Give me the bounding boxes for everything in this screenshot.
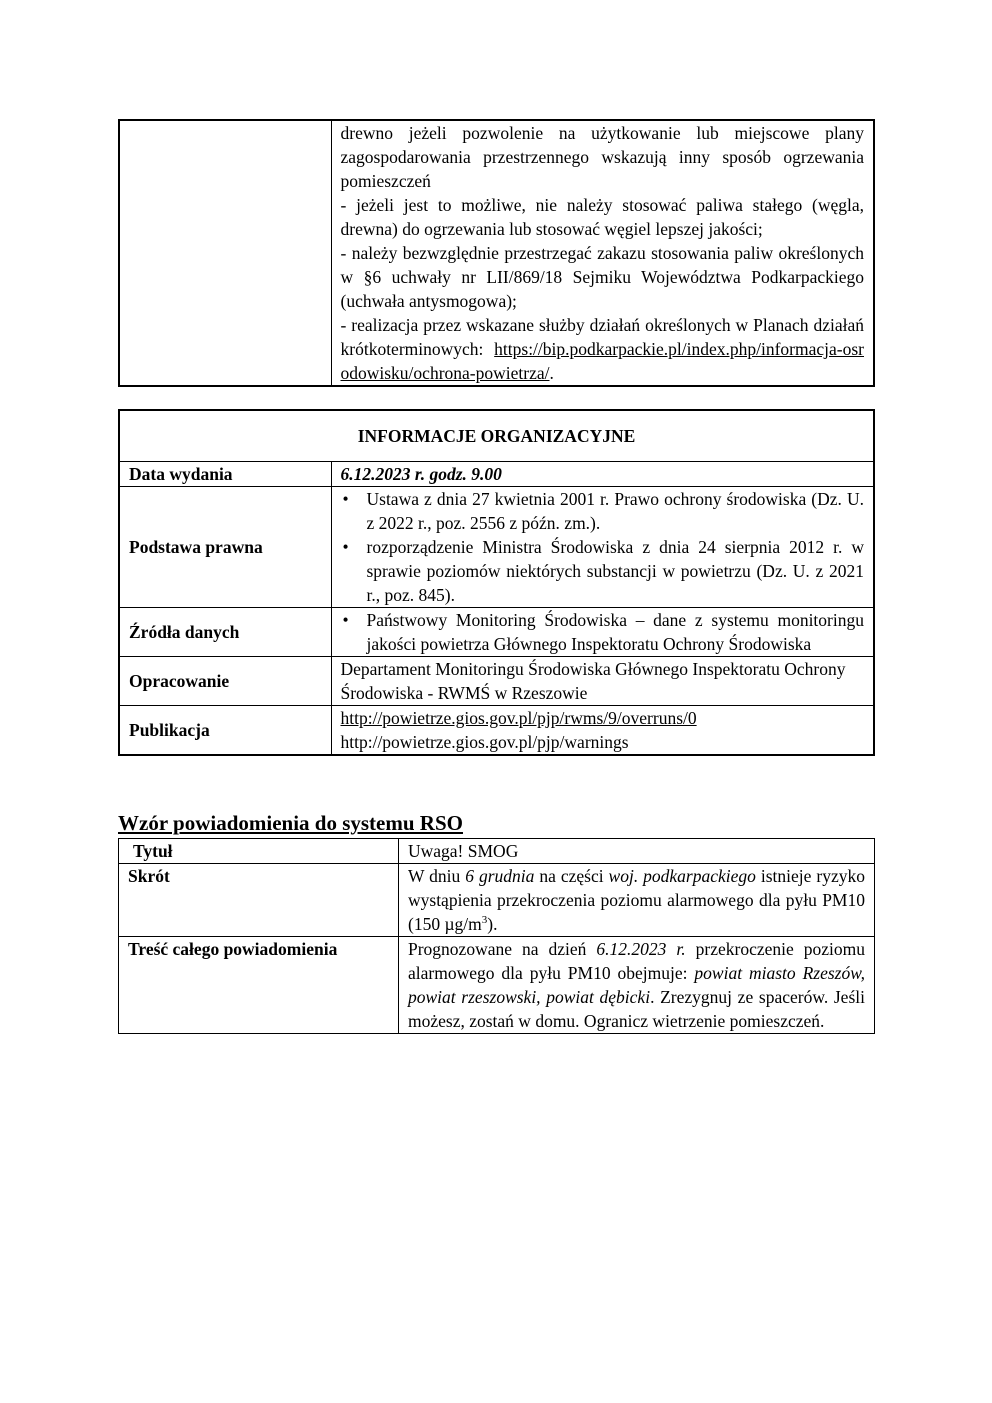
- date-row: [119, 462, 874, 487]
- measures-line-4: [341, 313, 865, 385]
- sources-label: Źródła danych: [119, 608, 331, 657]
- prepared-value: Departament Monitoringu Środowiska Głównego Inspektoratu Ochrony Środowiska - RWMŚ w Rzeszowie: [331, 657, 874, 706]
- rso-summary-sup: 3: [481, 914, 488, 927]
- measures-row: [119, 120, 874, 386]
- org-info-title: INFORMACJE ORGANIZACYJNE: [119, 410, 874, 462]
- prepared-label: Opracowanie: [119, 657, 331, 706]
- date-value: 6.12.2023 r. godz. 9.00: [331, 462, 874, 487]
- rso-title-value: Uwaga! SMOG: [399, 839, 875, 864]
- rso-summary-row: [119, 864, 875, 937]
- measures-table: [118, 119, 875, 387]
- measures-line-4-text: - realizacja przez wskazane służby działań określonych w Planach działań krótkoterminowych:: [340, 315, 864, 359]
- legal-item-1: • Ustawa z dnia 27 kwietnia 2001 r. Prawo ochrony środowiska (Dz. U. z 2022 r., poz. 2556 z późn. zm.).: [341, 487, 865, 535]
- measures-empty-cell: [119, 120, 331, 386]
- legal-item-2: • rozporządzenie Ministra Środowiska z dnia 24 sierpnia 2012 r. w sprawie poziomów niektórych substancji w powietrzu (Dz. U. z 2021 r., poz. 845).: [341, 535, 865, 607]
- rso-content-text-2: przekroczenie poziomu alarmowego dla pyłu PM10 obejmuje:: [408, 939, 866, 983]
- rso-heading: Wzór powiadomienia do systemu RSO: [118, 811, 463, 835]
- measures-line-3: - należy bezwzględnie przestrzegać zakazu stosowania paliw określonych w §6 uchwały nr LII/869/18 Sejmiku Województwa Podkarpackiego (uchwała antysmogowa);: [340, 243, 864, 311]
- rso-content-date: 6.12.2023 r.: [596, 939, 686, 959]
- legal-value: [331, 487, 874, 608]
- org-info-table: [118, 409, 875, 756]
- rso-summary-value: [399, 864, 875, 937]
- rso-table: [118, 838, 875, 1034]
- rso-content-text-1: Prognozowane na dzień: [408, 939, 597, 959]
- measures-text-cell: [331, 120, 874, 386]
- rso-content-text-3: . Zrezygnuj ze spacerów. Jeśli możesz, zostań w domu. Ogranicz wietrzenie pomieszczeń.: [408, 987, 865, 1031]
- rso-summary-date: 6 grudnia: [465, 866, 535, 886]
- measures-line-4-end: .: [549, 363, 554, 383]
- org-info-header-row: [119, 410, 874, 462]
- sources-row: [119, 608, 874, 657]
- rso-content-areas: powiat miasto Rzeszów, powiat rzeszowski, powiat dębicki: [408, 963, 865, 1007]
- publication-row: [119, 706, 874, 756]
- sources-value: [331, 608, 874, 657]
- sources-item-1: • Państwowy Monitoring Środowiska – dane z systemu monitoringu jakości powietrza Głównego Inspektoratu Ochrony Środowiska: [341, 608, 865, 656]
- publication-value: [331, 706, 874, 756]
- rso-title-label: Tytuł: [119, 839, 399, 864]
- date-label: Data wydania: [119, 462, 331, 487]
- measures-line-1: drewno jeżeli pozwolenie na użytkowanie lub miejscowe plany zagospodarowania przestrzennego wskazują inny sposób ogrzewania pomieszczeń: [340, 123, 864, 191]
- rso-content-label: Treść całego powiadomienia: [119, 937, 399, 1034]
- rso-content-row: [119, 937, 875, 1034]
- rso-summary-label: Skrót: [119, 864, 399, 937]
- rso-summary-region: woj. podkarpackiego: [608, 866, 756, 886]
- rso-content-value: [399, 937, 875, 1034]
- rso-summary-text-4: ).: [487, 914, 498, 934]
- publication-label: Publikacja: [119, 706, 331, 756]
- legal-list: [341, 487, 865, 607]
- rso-summary-text-2: na części: [534, 866, 609, 886]
- publication-link-warnings[interactable]: http://powietrze.gios.gov.pl/pjp/warnings: [340, 732, 629, 752]
- rso-summary-text-3: istnieje ryzyko wystąpienia przekroczenia poziomu alarmowego dla pyłu PM10 (150 µg/m: [408, 866, 865, 934]
- publication-link-overruns[interactable]: http://powietrze.gios.gov.pl/pjp/rwms/9/overruns/0: [340, 708, 697, 728]
- rso-summary-text-1: W dniu: [408, 866, 466, 886]
- legal-label: Podstawa prawna: [119, 487, 331, 608]
- rso-title-row: [119, 839, 875, 864]
- sources-list: [341, 608, 865, 656]
- prepared-row: [119, 657, 874, 706]
- bip-plans-link[interactable]: https://bip.podkarpackie.pl/index.php/informacja-osrodowisku/ochrona-powietrza/: [340, 339, 864, 383]
- measures-line-2: - jeżeli jest to możliwe, nie należy stosować paliwa stałego (węgla, drewna) do ogrzewania lub stosować węgiel lepszej jakości;: [340, 195, 864, 239]
- legal-row: [119, 487, 874, 608]
